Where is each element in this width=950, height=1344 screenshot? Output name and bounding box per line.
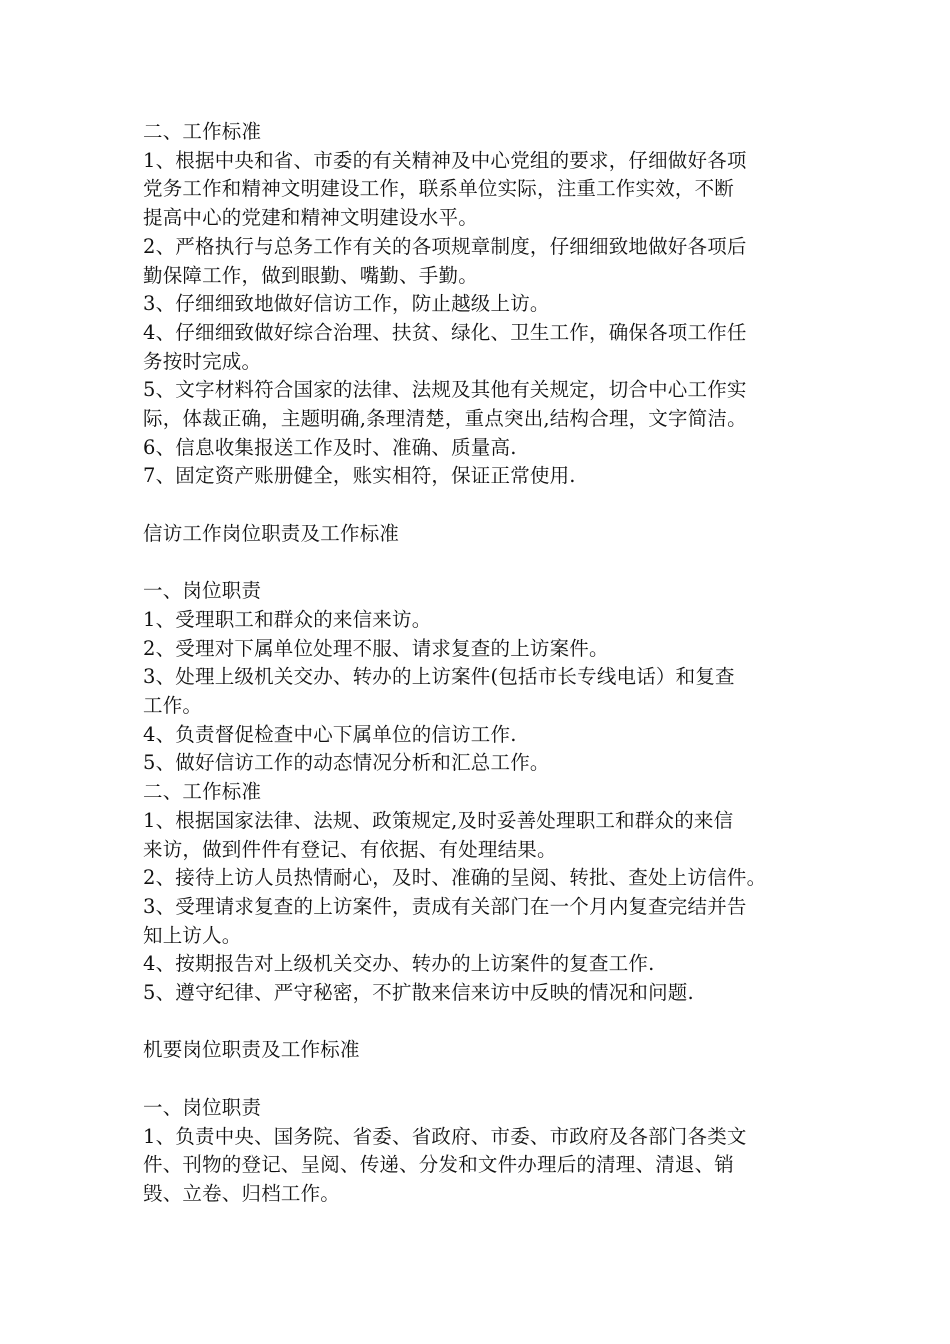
paragraph-line: 来访，做到件件有登记、有依据、有处理结果。: [143, 837, 557, 861]
blank-line: [143, 549, 815, 578]
paragraph-line: 4、按期报告对上级机关交办、转办的上访案件的复查工作.: [143, 952, 655, 976]
paragraph-line: 3、处理上级机关交办、转办的上访案件(包括市长专线电话）和复查: [143, 665, 735, 689]
paragraph-line: 件、刊物的登记、呈阅、传递、分发和文件办理后的清理、清退、销: [143, 1153, 735, 1177]
paragraph-line: 3、受理请求复查的上访案件，责成有关部门在一个月内复查完结并告: [143, 894, 747, 918]
paragraph-line: 1、根据中央和省、市委的有关精神及中心党组的要求，仔细做好各项: [143, 148, 747, 172]
paragraph-line: 6、信息收集报送工作及时、准确、质量高.: [143, 435, 517, 459]
paragraph-line: 勤保障工作，做到眼勤、嘴勤、手勤。: [143, 263, 478, 287]
section-title: 信访工作岗位职责及工作标准: [143, 521, 400, 545]
paragraph-line: 4、负责督促检查中心下属单位的信访工作.: [143, 722, 517, 746]
paragraph-line: 5、做好信访工作的动态情况分析和汇总工作。: [143, 751, 550, 775]
paragraph-line: 5、遵守纪律、严守秘密，不扩散来信来访中反映的情况和问题.: [143, 981, 694, 1005]
paragraph-line: 2、受理对下属单位处理不服、请求复查的上访案件。: [143, 636, 609, 660]
paragraph-line: 1、负责中央、国务院、省委、省政府、市委、市政府及各部门各类文: [143, 1124, 747, 1148]
section-heading: 二、工作标准: [143, 120, 262, 143]
paragraph-line: 提高中心的党建和精神文明建设水平。: [143, 206, 478, 230]
paragraph-line: 5、文字材料符合国家的法律、法规及其他有关规定，切合中心工作实: [143, 378, 747, 402]
paragraph-line: 毁、立卷、归档工作。: [143, 1181, 341, 1205]
document-page: [143, 118, 815, 1209]
paragraph-line: 1、受理职工和群众的来信来访。: [143, 607, 432, 631]
section-heading: 二、工作标准: [143, 780, 262, 804]
section-heading: 一、岗位职责: [143, 1095, 262, 1119]
paragraph-line: 7、固定资产账册健全，账实相符，保证正常使用.: [143, 464, 576, 488]
section-heading: 一、岗位职责: [143, 579, 262, 603]
paragraph-line: 4、仔细细致做好综合治理、扶贫、绿化、卫生工作，确保各项工作任: [143, 320, 747, 344]
paragraph-line: 务按时完成。: [143, 349, 262, 373]
paragraph-line: 1、根据国家法律、法规、政策规定,及时妥善处理职工和群众的来信: [143, 808, 734, 832]
paragraph-line: 党务工作和精神文明建设工作，联系单位实际，注重工作实效，不断: [143, 177, 735, 201]
paragraph-line: 2、严格执行与总务工作有关的各项规章制度，仔细细致地做好各项后: [143, 234, 747, 258]
blank-line: [143, 1065, 815, 1094]
paragraph-line: 2、接待上访人员热情耐心，及时、准确的呈阅、转批、查处上访信件。: [143, 866, 767, 890]
paragraph-line: 3、仔细细致地做好信访工作，防止越级上访。: [143, 292, 550, 316]
paragraph-line: 知上访人。: [143, 923, 242, 947]
blank-line: [143, 491, 815, 520]
paragraph-line: 工作。: [143, 694, 203, 718]
blank-line: [143, 1008, 815, 1037]
section-title: 机要岗位职责及工作标准: [143, 1038, 360, 1062]
paragraph-line: 际，体裁正确，主题明确,条理清楚，重点突出,结构合理，文字简洁。: [143, 407, 747, 431]
